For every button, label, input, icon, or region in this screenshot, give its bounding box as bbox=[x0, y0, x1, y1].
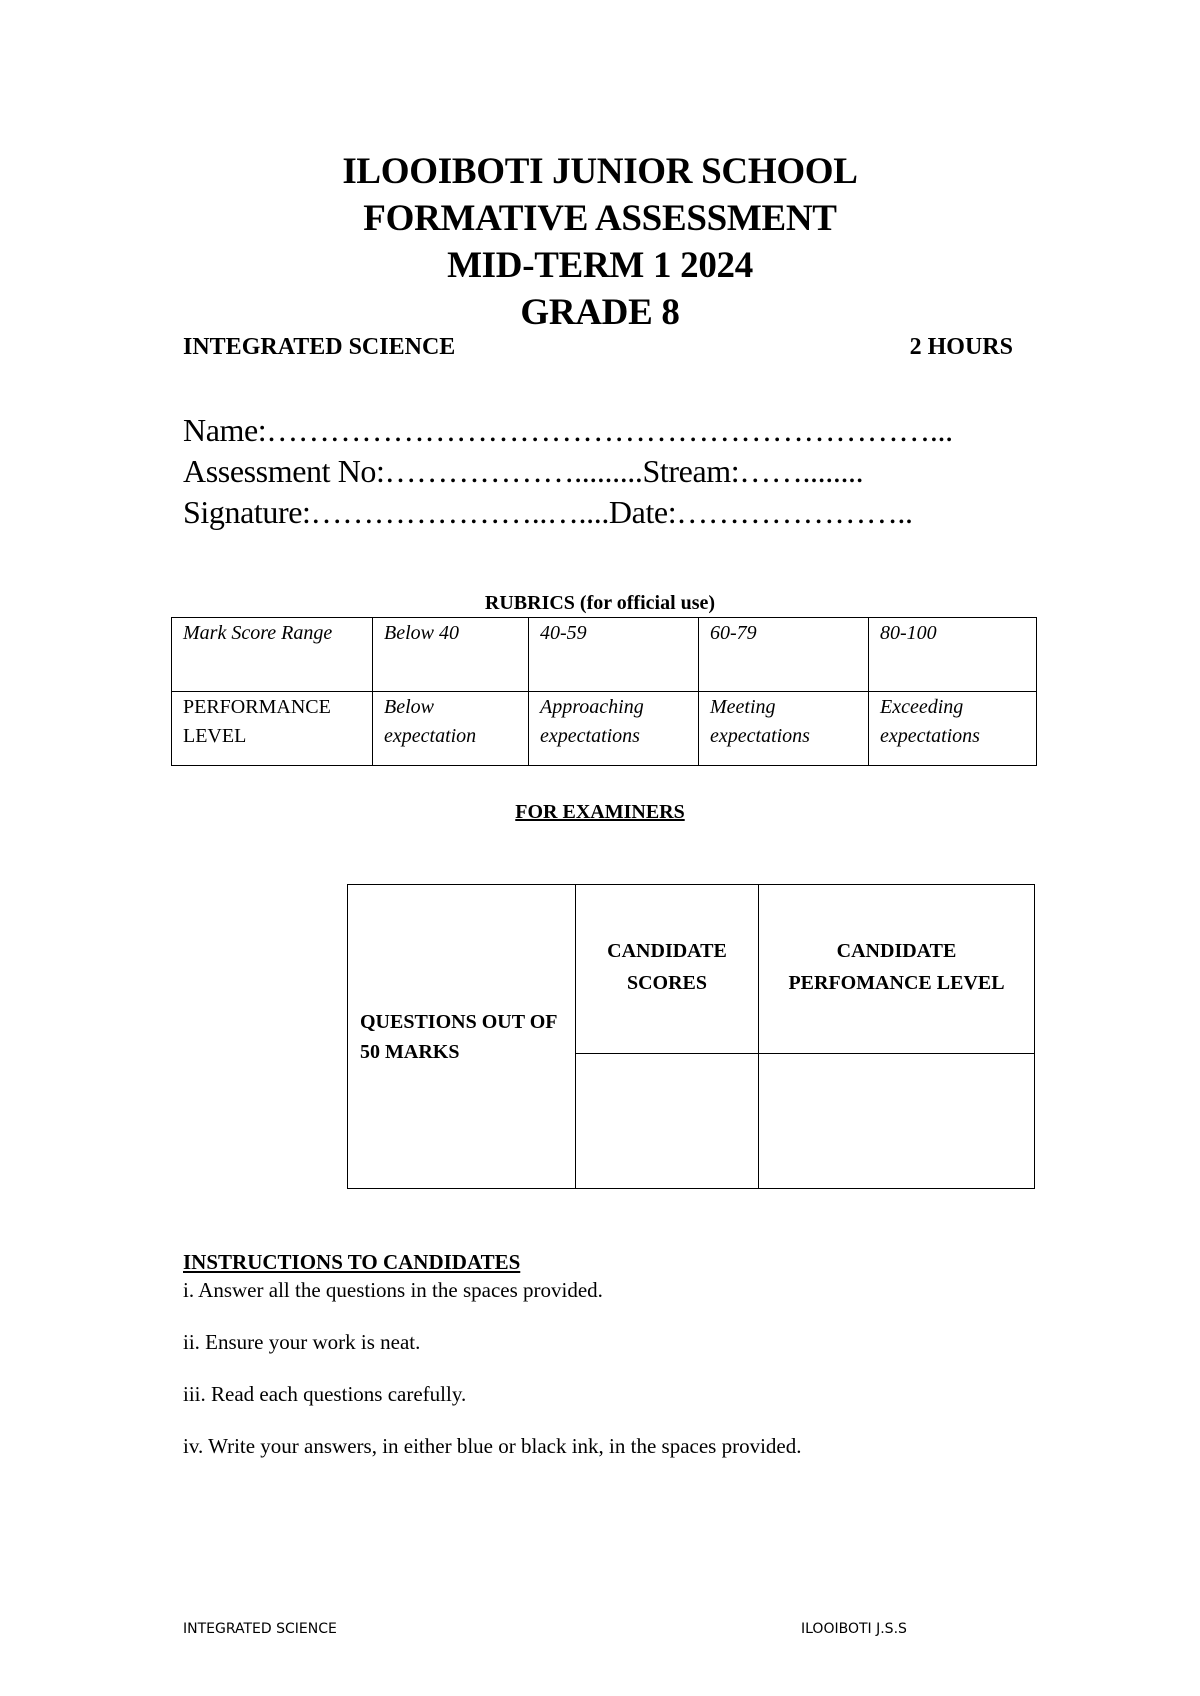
candidate-performance-input[interactable] bbox=[759, 1054, 1035, 1189]
assessment-stream-field[interactable]: Assessment No:……………….........Stream:……........ bbox=[183, 453, 864, 489]
examiners-table bbox=[347, 884, 1035, 1189]
table-cell: Mark Score Range bbox=[172, 618, 373, 692]
examiners-title: FOR EXAMINERS bbox=[515, 801, 685, 823]
table-row bbox=[172, 692, 1037, 766]
table-cell: 60-79 bbox=[699, 618, 869, 692]
grade-label: GRADE 8 bbox=[520, 292, 680, 333]
table-row bbox=[348, 885, 1035, 1054]
subject-row bbox=[183, 334, 1013, 361]
table-cell: Meeting expectations bbox=[699, 692, 869, 766]
table-cell: 40-59 bbox=[529, 618, 699, 692]
table-cell: Approaching expectations bbox=[529, 692, 699, 766]
footer-right: ILOOIBOTI J.S.S bbox=[801, 1621, 907, 1637]
candidate-scores-label: CANDIDATE SCORES bbox=[576, 885, 759, 1054]
instructions-title: INSTRUCTIONS TO CANDIDATES bbox=[183, 1250, 521, 1274]
rubric-caption: RUBRICS (for official use) bbox=[484, 592, 716, 614]
candidate-scores-input[interactable] bbox=[576, 1054, 759, 1189]
instruction-item: iv. Write your answers, in either blue or black ink, in the spaces provided. bbox=[183, 1434, 802, 1458]
title-block bbox=[0, 148, 1200, 336]
questions-label: QUESTIONS OUT OF 50 MARKS bbox=[348, 885, 576, 1189]
exam-duration: 2 HOURS bbox=[909, 334, 1013, 360]
table-cell: Exceeding expectations bbox=[869, 692, 1037, 766]
instruction-item: i. Answer all the questions in the spaces provided. bbox=[183, 1278, 603, 1302]
table-row bbox=[172, 618, 1037, 692]
footer-left: INTEGRATED SCIENCE bbox=[183, 1621, 337, 1637]
signature-date-field[interactable]: Signature:…………………..…....Date:………………….. bbox=[183, 494, 913, 530]
candidate-performance-label: CANDIDATE PERFOMANCE LEVEL bbox=[759, 885, 1035, 1054]
assessment-type: FORMATIVE ASSESSMENT bbox=[363, 198, 837, 239]
rubric-table bbox=[171, 617, 1037, 766]
table-cell: Below 40 bbox=[373, 618, 529, 692]
term-label: MID-TERM 1 2024 bbox=[447, 245, 753, 286]
instruction-item: ii. Ensure your work is neat. bbox=[183, 1330, 421, 1354]
instruction-item: iii. Read each questions carefully. bbox=[183, 1382, 467, 1406]
subject-name: INTEGRATED SCIENCE bbox=[183, 334, 456, 360]
instructions bbox=[183, 1248, 802, 1484]
table-cell: Below expectation bbox=[373, 692, 529, 766]
school-name: ILOOIBOTI JUNIOR SCHOOL bbox=[342, 151, 858, 192]
table-cell: 80-100 bbox=[869, 618, 1037, 692]
name-field[interactable]: Name:………………………………………………………... bbox=[183, 412, 953, 448]
candidate-fields bbox=[183, 410, 953, 533]
table-cell: PERFORMANCE LEVEL bbox=[172, 692, 373, 766]
